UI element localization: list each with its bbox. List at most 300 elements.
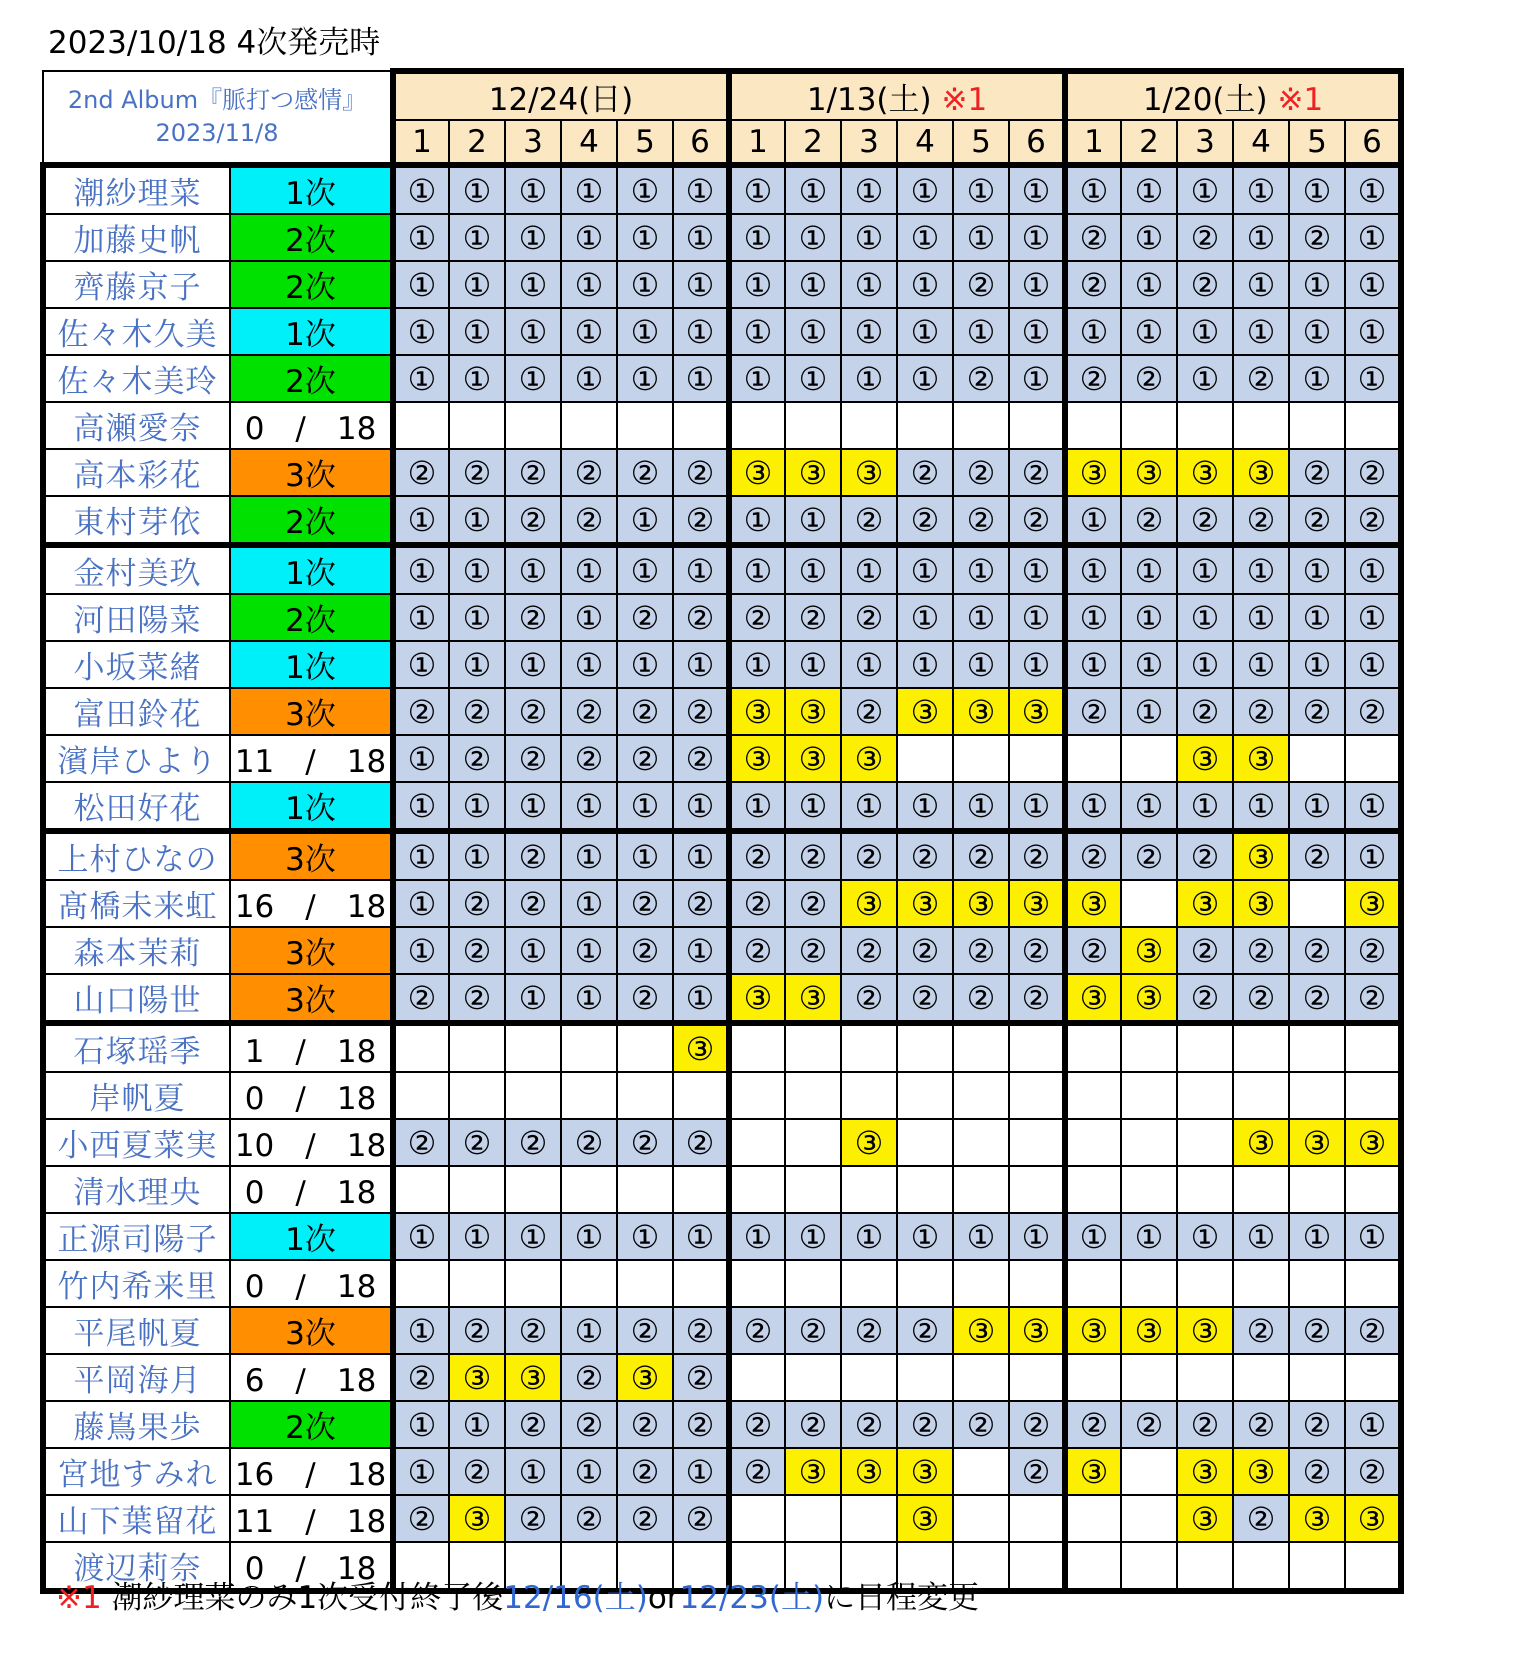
slot-cell: ① xyxy=(1009,165,1065,214)
slot-cell: ① xyxy=(673,261,729,308)
slot-cell: ② xyxy=(897,449,953,496)
member-row xyxy=(43,1072,1401,1119)
slot-cell: ① xyxy=(393,214,449,261)
slot-cell: ① xyxy=(505,1448,561,1495)
slot-cell: ① xyxy=(1233,545,1289,594)
member-name: 藤嶌果歩 xyxy=(43,1401,230,1448)
date-label: 1/13(土) xyxy=(806,82,942,118)
slot-cell: ① xyxy=(393,594,449,641)
slot-cell: ② xyxy=(561,688,617,735)
slot-cell: ③ xyxy=(729,449,785,496)
slot-cell: ③ xyxy=(729,735,785,782)
member-name: 上村ひなの xyxy=(43,831,230,880)
slot-cell: ③ xyxy=(1009,688,1065,735)
slot-cell: ① xyxy=(449,496,505,545)
slot-cell xyxy=(841,1023,897,1072)
slot-cell: ③ xyxy=(897,688,953,735)
slot-cell: ③ xyxy=(1345,1495,1401,1542)
slot-cell xyxy=(1121,1166,1177,1213)
slot-cell xyxy=(1289,1023,1345,1072)
slot-cell: ② xyxy=(841,831,897,880)
slot-cell xyxy=(561,402,617,449)
slot-cell xyxy=(1289,402,1345,449)
slot-cell xyxy=(1121,1119,1177,1166)
slot-cell: ① xyxy=(1177,165,1233,214)
slot-cell xyxy=(505,1023,561,1072)
slot-cell: ① xyxy=(393,880,449,927)
slot-cell: ① xyxy=(561,308,617,355)
slot-cell: ① xyxy=(1121,308,1177,355)
slot-cell: ② xyxy=(393,1495,449,1542)
slot-cell: ② xyxy=(449,1307,505,1354)
slot-cell: ② xyxy=(1009,927,1065,974)
slot-cell: ① xyxy=(617,782,673,831)
slot-cell: ③ xyxy=(1233,449,1289,496)
member-name: 森本茉莉 xyxy=(43,927,230,974)
slot-cell: ③ xyxy=(1233,1119,1289,1166)
slot-cell: ① xyxy=(729,261,785,308)
member-status: 3次 xyxy=(230,449,393,496)
slot-cell: ① xyxy=(617,545,673,594)
slot-cell: ① xyxy=(729,308,785,355)
slot-cell xyxy=(505,1260,561,1307)
slot-cell: ① xyxy=(1233,214,1289,261)
slot-cell: ③ xyxy=(1121,927,1177,974)
slot-cell xyxy=(1345,1072,1401,1119)
slot-cell: ② xyxy=(1065,927,1121,974)
slot-cell: ① xyxy=(953,165,1009,214)
slot-cell: ① xyxy=(561,927,617,974)
slot-cell: ① xyxy=(561,880,617,927)
slot-cell: ① xyxy=(785,355,841,402)
slot-cell: ① xyxy=(449,782,505,831)
slot-cell xyxy=(1177,1542,1233,1591)
slot-cell xyxy=(1345,1023,1401,1072)
slot-cell xyxy=(953,1023,1009,1072)
slot-cell: ① xyxy=(393,355,449,402)
slot-cell: ① xyxy=(953,1213,1009,1260)
slot-cell: ① xyxy=(617,214,673,261)
slot-cell xyxy=(1177,402,1233,449)
member-status: 2次 xyxy=(230,355,393,402)
slot-cell: ① xyxy=(561,214,617,261)
slot-cell xyxy=(785,1260,841,1307)
slot-cell: ① xyxy=(1121,214,1177,261)
member-row xyxy=(43,1495,1401,1542)
member-row xyxy=(43,355,1401,402)
slot-cell: ① xyxy=(1065,1213,1121,1260)
slot-cell: ① xyxy=(561,1307,617,1354)
slot-cell: ① xyxy=(729,782,785,831)
slot-cell: ① xyxy=(1121,545,1177,594)
slot-cell: ② xyxy=(1233,927,1289,974)
member-name: 高本彩花 xyxy=(43,449,230,496)
slot-cell xyxy=(1065,1495,1121,1542)
footnote-text-end: に日程変更 xyxy=(824,1580,980,1616)
member-row xyxy=(43,735,1401,782)
slot-cell: ① xyxy=(1345,831,1401,880)
slot-cell xyxy=(1065,1260,1121,1307)
member-row xyxy=(43,594,1401,641)
slot-cell: ② xyxy=(1177,214,1233,261)
slot-cell xyxy=(953,1260,1009,1307)
slot-cell: ③ xyxy=(1233,735,1289,782)
slot-cell: ② xyxy=(729,831,785,880)
slot-cell xyxy=(673,1072,729,1119)
slot-cell: ① xyxy=(729,641,785,688)
slot-cell: ① xyxy=(449,261,505,308)
slot-cell: ② xyxy=(561,1354,617,1401)
slot-cell xyxy=(1009,1072,1065,1119)
slot-cell: ① xyxy=(841,261,897,308)
slot-cell: ① xyxy=(617,355,673,402)
slot-cell: ① xyxy=(449,165,505,214)
slot-cell: ② xyxy=(1289,1307,1345,1354)
slot-cell: ② xyxy=(1289,1401,1345,1448)
slot-cell: ② xyxy=(1065,355,1121,402)
slot-cell: ② xyxy=(1177,261,1233,308)
slot-cell: ① xyxy=(393,545,449,594)
slot-cell xyxy=(1121,735,1177,782)
slot-cell: ② xyxy=(1177,688,1233,735)
slot-cell: ① xyxy=(897,545,953,594)
slot-cell: ① xyxy=(1065,594,1121,641)
slot-cell xyxy=(953,1166,1009,1213)
member-status: 2次 xyxy=(230,1401,393,1448)
slot-cell: ② xyxy=(729,927,785,974)
member-status: 1次 xyxy=(230,308,393,355)
slot-cell: ① xyxy=(785,496,841,545)
slot-cell xyxy=(1121,1495,1177,1542)
slot-cell: ③ xyxy=(785,688,841,735)
member-name: 佐々木久美 xyxy=(43,308,230,355)
member-name: 河田陽菜 xyxy=(43,594,230,641)
slot-cell: ① xyxy=(617,496,673,545)
member-name: 岸帆夏 xyxy=(43,1072,230,1119)
slot-cell xyxy=(729,402,785,449)
slot-cell xyxy=(841,1495,897,1542)
member-status: 11 / 18 xyxy=(230,735,393,782)
slot-cell: ② xyxy=(1121,1401,1177,1448)
slot-cell: ① xyxy=(505,261,561,308)
slot-cell: ① xyxy=(673,1213,729,1260)
slot-cell: ① xyxy=(1289,545,1345,594)
footnote-date-1: 12/16(土) xyxy=(503,1580,648,1616)
slot-cell: ① xyxy=(673,214,729,261)
slot-cell: ② xyxy=(1177,974,1233,1023)
slot-cell: ① xyxy=(1121,688,1177,735)
slot-cell: ② xyxy=(505,831,561,880)
slot-cell: ② xyxy=(729,594,785,641)
slot-cell: ① xyxy=(1065,496,1121,545)
slot-cell: ① xyxy=(1009,308,1065,355)
slot-cell: ① xyxy=(393,261,449,308)
slot-cell xyxy=(729,1023,785,1072)
slot-cell: ① xyxy=(841,308,897,355)
slot-number: 3 xyxy=(841,120,897,165)
slot-cell: ② xyxy=(673,1354,729,1401)
slot-cell: ① xyxy=(449,1401,505,1448)
slot-cell: ② xyxy=(1233,1307,1289,1354)
slot-cell: ① xyxy=(1289,1213,1345,1260)
slot-cell xyxy=(1177,1166,1233,1213)
slot-cell xyxy=(897,1119,953,1166)
slot-cell: ① xyxy=(617,165,673,214)
slot-cell: ③ xyxy=(1065,1307,1121,1354)
slot-cell: ① xyxy=(393,782,449,831)
slot-cell: ① xyxy=(673,1448,729,1495)
slot-cell: ① xyxy=(449,831,505,880)
slot-cell xyxy=(617,1166,673,1213)
slot-cell: ② xyxy=(617,880,673,927)
slot-cell: ③ xyxy=(1177,449,1233,496)
slot-cell: ② xyxy=(953,496,1009,545)
member-name: 渡辺莉奈 xyxy=(43,1542,230,1591)
slot-cell: ① xyxy=(953,782,1009,831)
member-name: 高瀬愛奈 xyxy=(43,402,230,449)
slot-cell: ② xyxy=(561,1401,617,1448)
slot-cell: ② xyxy=(785,1401,841,1448)
slot-cell xyxy=(617,402,673,449)
slot-cell: ① xyxy=(673,545,729,594)
slot-number: 6 xyxy=(673,120,729,165)
slot-cell xyxy=(393,1023,449,1072)
slot-cell: ① xyxy=(841,545,897,594)
slot-cell: ② xyxy=(505,735,561,782)
slot-cell: ③ xyxy=(785,1448,841,1495)
slot-cell: ② xyxy=(449,880,505,927)
slot-cell: ① xyxy=(617,641,673,688)
slot-cell: ① xyxy=(1065,782,1121,831)
slot-cell: ① xyxy=(953,214,1009,261)
slot-cell xyxy=(1065,1542,1121,1591)
slot-cell: ② xyxy=(785,880,841,927)
slot-number: 1 xyxy=(1065,120,1121,165)
slot-cell: ② xyxy=(505,880,561,927)
slot-cell: ① xyxy=(1289,782,1345,831)
slot-cell: ① xyxy=(897,1213,953,1260)
slot-cell xyxy=(1289,1354,1345,1401)
footnote-text: 潮紗理菜のみ1次受付終了後 xyxy=(101,1580,504,1616)
album-release-date: 2023/11/8 xyxy=(155,119,279,147)
slot-cell: ① xyxy=(841,782,897,831)
slot-cell xyxy=(841,1260,897,1307)
member-row xyxy=(43,449,1401,496)
slot-cell: ② xyxy=(673,1307,729,1354)
slot-cell: ① xyxy=(1177,1213,1233,1260)
slot-cell: ② xyxy=(1289,449,1345,496)
slot-cell: ② xyxy=(617,688,673,735)
slot-cell: ③ xyxy=(449,1495,505,1542)
slot-cell: ② xyxy=(1289,927,1345,974)
slot-cell xyxy=(729,1354,785,1401)
slot-number: 6 xyxy=(1345,120,1401,165)
slot-cell: ① xyxy=(561,261,617,308)
slot-cell: ② xyxy=(673,496,729,545)
slot-cell: ① xyxy=(1121,782,1177,831)
slot-cell: ③ xyxy=(729,974,785,1023)
slot-cell: ① xyxy=(1233,308,1289,355)
slot-cell: ① xyxy=(393,496,449,545)
slot-cell: ① xyxy=(897,214,953,261)
member-status: 1次 xyxy=(230,1213,393,1260)
slot-cell: ② xyxy=(1289,974,1345,1023)
footnote-mark: ※1 xyxy=(56,1580,102,1616)
slot-cell xyxy=(1065,1354,1121,1401)
slot-cell xyxy=(1345,1542,1401,1591)
slot-cell xyxy=(393,1072,449,1119)
slot-cell xyxy=(1177,1354,1233,1401)
slot-cell: ③ xyxy=(1121,974,1177,1023)
member-row xyxy=(43,1166,1401,1213)
slot-cell: ② xyxy=(1009,1448,1065,1495)
slot-cell: ② xyxy=(505,1401,561,1448)
slot-cell: ① xyxy=(1289,261,1345,308)
slot-cell: ③ xyxy=(1177,1448,1233,1495)
slot-cell: ③ xyxy=(1065,1448,1121,1495)
slot-cell: ② xyxy=(1009,831,1065,880)
slot-cell: ② xyxy=(673,1119,729,1166)
slot-cell: ② xyxy=(1177,496,1233,545)
member-status: 2次 xyxy=(230,594,393,641)
member-status: 2次 xyxy=(230,214,393,261)
slot-cell: ③ xyxy=(1233,831,1289,880)
slot-cell xyxy=(449,1260,505,1307)
slot-cell: ① xyxy=(1121,1213,1177,1260)
slot-cell xyxy=(1233,1542,1289,1591)
slot-cell: ③ xyxy=(785,974,841,1023)
slot-cell: ② xyxy=(561,496,617,545)
slot-cell xyxy=(1009,1542,1065,1591)
slot-cell: ① xyxy=(953,641,1009,688)
slot-cell: ② xyxy=(617,974,673,1023)
slot-cell: ① xyxy=(505,214,561,261)
slot-cell xyxy=(1233,402,1289,449)
member-name: 小西夏菜実 xyxy=(43,1119,230,1166)
slot-cell: ① xyxy=(1345,782,1401,831)
slot-cell: ① xyxy=(393,735,449,782)
slot-cell: ① xyxy=(561,165,617,214)
slot-cell xyxy=(785,1023,841,1072)
slot-cell: ② xyxy=(505,496,561,545)
date-header-row xyxy=(43,71,1401,120)
slot-cell xyxy=(1345,1260,1401,1307)
member-status: 3次 xyxy=(230,831,393,880)
slot-cell xyxy=(785,1072,841,1119)
slot-cell: ① xyxy=(1177,545,1233,594)
slot-cell: ② xyxy=(393,688,449,735)
member-status: 2次 xyxy=(230,261,393,308)
slot-cell: ③ xyxy=(953,1307,1009,1354)
slot-cell xyxy=(1121,1023,1177,1072)
member-name: 宮地すみれ xyxy=(43,1448,230,1495)
slot-cell xyxy=(1233,1260,1289,1307)
slot-cell: ① xyxy=(841,1213,897,1260)
slot-cell: ③ xyxy=(505,1354,561,1401)
member-row xyxy=(43,1448,1401,1495)
slot-cell xyxy=(841,1072,897,1119)
slot-cell xyxy=(1065,402,1121,449)
slot-cell: ① xyxy=(1009,261,1065,308)
slot-cell: ② xyxy=(1289,214,1345,261)
slot-cell: ① xyxy=(1121,594,1177,641)
slot-cell: ② xyxy=(1345,688,1401,735)
slot-cell xyxy=(393,1166,449,1213)
slot-cell xyxy=(841,402,897,449)
slot-number: 6 xyxy=(1009,120,1065,165)
slot-cell: ② xyxy=(561,1119,617,1166)
member-row xyxy=(43,1354,1401,1401)
slot-cell: ③ xyxy=(449,1354,505,1401)
slot-cell: ① xyxy=(897,355,953,402)
slot-cell: ① xyxy=(785,214,841,261)
slot-cell: ① xyxy=(393,1213,449,1260)
member-row xyxy=(43,402,1401,449)
slot-cell: ① xyxy=(561,1448,617,1495)
slot-cell xyxy=(1121,1542,1177,1591)
member-row xyxy=(43,1213,1401,1260)
slot-cell xyxy=(785,1354,841,1401)
member-status: 16 / 18 xyxy=(230,1448,393,1495)
member-status: 3次 xyxy=(230,688,393,735)
slot-cell xyxy=(953,402,1009,449)
slot-cell xyxy=(393,402,449,449)
slot-cell xyxy=(1009,1495,1065,1542)
slot-cell: ① xyxy=(785,545,841,594)
slot-cell: ① xyxy=(673,308,729,355)
slot-cell xyxy=(953,1354,1009,1401)
slot-cell: ① xyxy=(1289,355,1345,402)
slot-cell: ② xyxy=(673,449,729,496)
member-status: 10 / 18 xyxy=(230,1119,393,1166)
slot-cell: ② xyxy=(673,1495,729,1542)
slot-cell: ② xyxy=(561,1495,617,1542)
slot-cell xyxy=(785,1166,841,1213)
page-title: 2023/10/18 4次発売時 xyxy=(48,25,381,61)
slot-cell xyxy=(953,1072,1009,1119)
member-row xyxy=(43,261,1401,308)
slot-cell xyxy=(897,735,953,782)
slot-cell: ① xyxy=(897,261,953,308)
slot-cell: ② xyxy=(1345,496,1401,545)
slot-cell: ② xyxy=(897,927,953,974)
slot-cell: ② xyxy=(953,927,1009,974)
slot-cell: ① xyxy=(953,545,1009,594)
slot-cell: ② xyxy=(393,974,449,1023)
slot-cell: ① xyxy=(505,641,561,688)
date-label: 1/20(土) xyxy=(1142,82,1278,118)
slot-cell: ② xyxy=(449,1119,505,1166)
slot-cell: ② xyxy=(1345,927,1401,974)
slot-cell xyxy=(449,402,505,449)
slot-cell xyxy=(729,1166,785,1213)
member-row xyxy=(43,831,1401,880)
slot-cell: ① xyxy=(393,308,449,355)
slot-cell: ① xyxy=(1233,165,1289,214)
slot-cell: ① xyxy=(561,1213,617,1260)
slot-cell: ① xyxy=(953,308,1009,355)
slot-cell: ① xyxy=(561,545,617,594)
slot-cell: ① xyxy=(505,927,561,974)
slot-cell: ② xyxy=(1121,355,1177,402)
slot-cell: ② xyxy=(1009,974,1065,1023)
slot-cell xyxy=(1233,1354,1289,1401)
slot-cell: ① xyxy=(1065,641,1121,688)
slot-cell: ① xyxy=(449,545,505,594)
slot-cell: ① xyxy=(617,308,673,355)
slot-cell: ② xyxy=(1121,831,1177,880)
slot-cell: ① xyxy=(673,355,729,402)
